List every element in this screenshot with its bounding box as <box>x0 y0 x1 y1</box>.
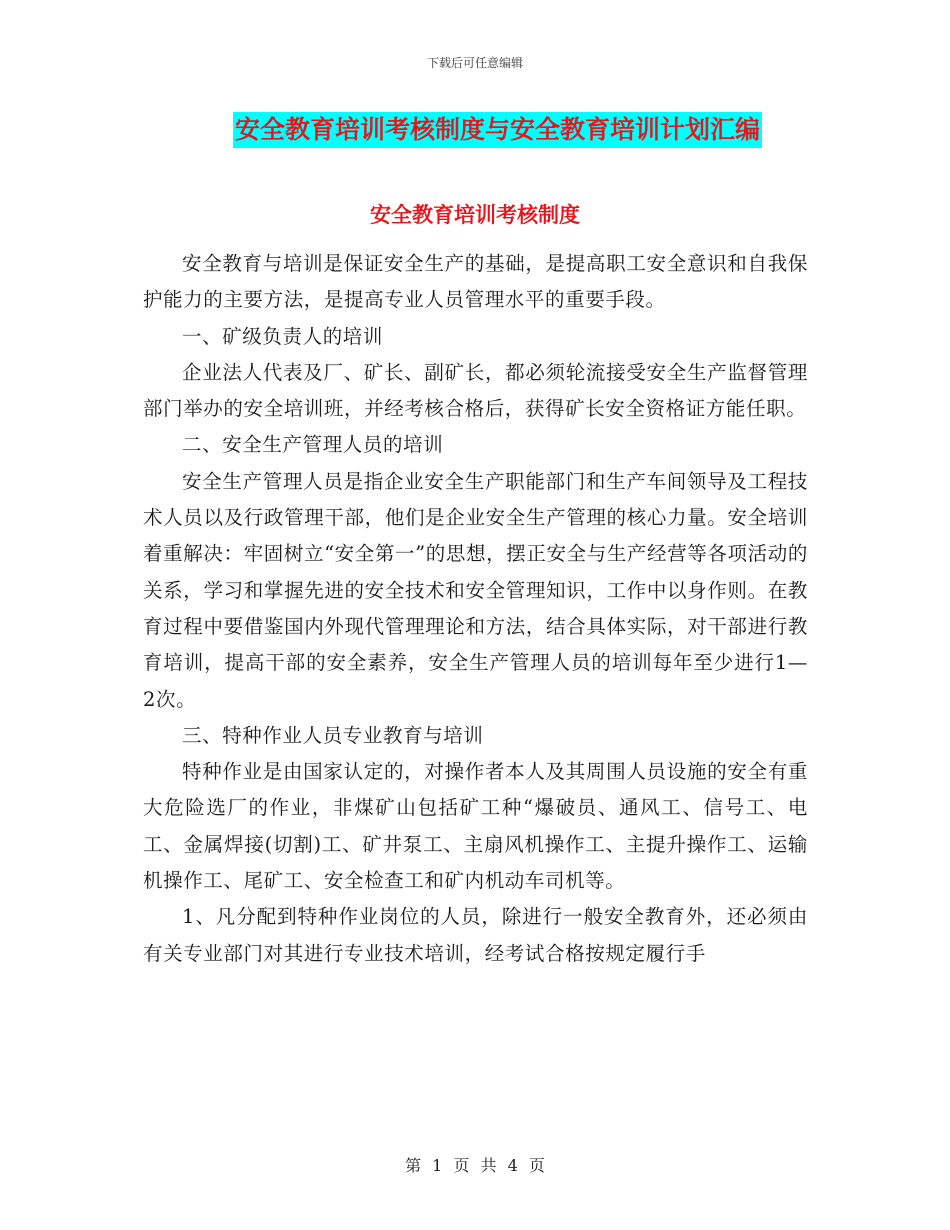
heading-safety-manager-training: 二、安全生产管理人员的培训 <box>182 433 444 457</box>
document-main-title: 安全教育培训考核制度与安全教育培训计划汇编 <box>233 112 762 148</box>
heading-mine-leader-training: 一、矿级负责人的培训 <box>182 324 384 348</box>
paragraph-mine-leader-training: 企业法人代表及厂、矿长、副矿长，都必须轮流接受安全生产监督管理部门举办的安全培训班，并经考核合格后，获得矿长安全资格证方能任职。 <box>143 360 808 421</box>
header-note: 下载后可任意编辑 <box>426 56 523 70</box>
section-title: 安全教育培训考核制度 <box>370 203 580 227</box>
heading-special-operations-training: 三、特种作业人员专业教育与培训 <box>182 723 484 747</box>
main-title-container <box>0 112 950 148</box>
page-number-footer: 第 1 页 共 4 页 <box>405 1156 545 1175</box>
document-body <box>143 246 808 972</box>
paragraph-special-operations-item-1: 1、凡分配到特种作业岗位的人员，除进行一般安全教育外，还必须由有关专业部门对其进行专业技术培训，经考试合格按规定履行手 <box>143 905 808 965</box>
paragraph-special-operations-definition: 特种作业是由国家认定的，对操作者本人及其周围人员设施的安全有重大危险选厂的作业，非煤矿山包括矿工种“爆破员、通风工、信号工、电工、金属焊接(切割)工、矿井泵工、主扇风机操作工、主提升操作工、运输机操作工、尾矿工、安全检查工和矿内机动车司机等。 <box>143 760 808 893</box>
paragraph-safety-manager-training: 安全生产管理人员是指企业安全生产职能部门和生产车间领导及工程技术人员以及行政管理干部，他们是企业安全生产管理的核心力量。安全培训着重解决：牢固树立“安全第一”的思想，摆正安全与生产经营等各项活动的关系，学习和掌握先进的安全技术和安全管理知识，工作中以身作则。在教育过程中要借鉴国内外现代管理理论和方法，结合具体实际，对干部进行教育培训，提高干部的安全素养，安全生产管理人员的培训每年至少进行1—2次。 <box>143 469 808 711</box>
paragraph-intro: 安全教育与培训是保证安全生产的基础，是提高职工安全意识和自我保护能力的主要方法，是提高专业人员管理水平的重要手段。 <box>143 252 808 312</box>
